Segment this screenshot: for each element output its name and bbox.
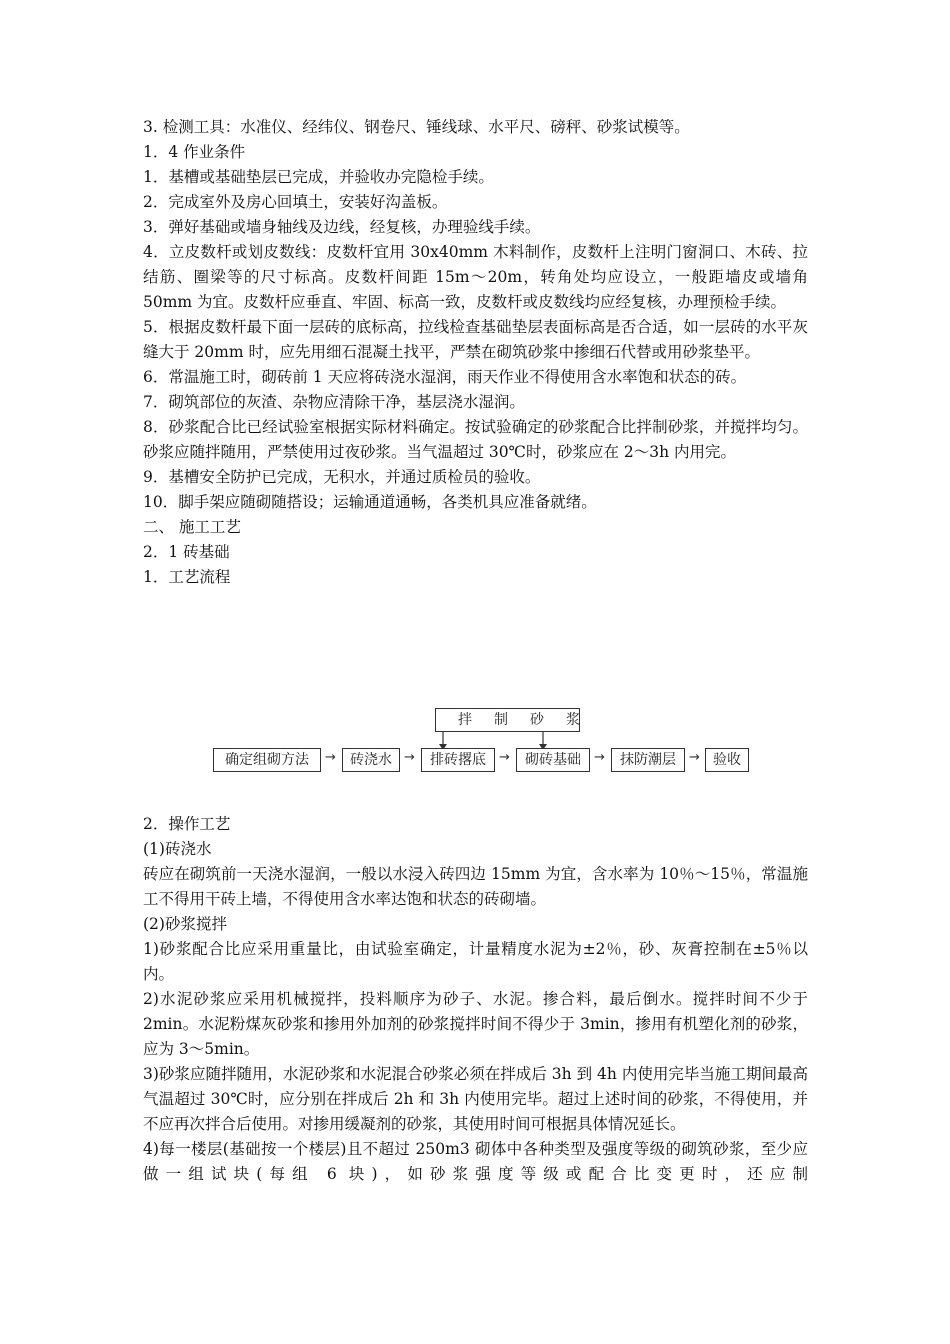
section-conditions bbox=[143, 115, 808, 590]
flow-arrow-icon: → bbox=[499, 750, 510, 765]
flow-step-box: 砖浇水 bbox=[342, 748, 400, 772]
paragraph: 1．4 作业条件 bbox=[143, 143, 246, 161]
flow-arrow-icon: → bbox=[594, 750, 605, 765]
flow-arrow-icon: → bbox=[325, 750, 336, 765]
flow-step-box: 砌砖基础 bbox=[516, 748, 590, 772]
section-heading: 二、 施工工艺 bbox=[143, 518, 241, 536]
paragraph: 3．弹好基础或墙身轴线及边线，经复核，办理验线手续。 bbox=[143, 218, 541, 236]
flow-step-box: 抹防潮层 bbox=[611, 748, 685, 772]
paragraph: 2．完成室外及房心回填土，安装好沟盖板。 bbox=[143, 193, 448, 211]
flow-step-box: 确定组砌方法 bbox=[213, 748, 321, 772]
subsection-heading: 2．1 砖基础 bbox=[143, 543, 230, 561]
subsection-heading: 1．工艺流程 bbox=[143, 568, 231, 586]
mix-mortar-box: 拌制砂浆 bbox=[435, 708, 580, 732]
subsection-heading: 2．操作工艺 bbox=[143, 815, 231, 833]
paragraph: 3)砂浆应随拌随用，水泥砂浆和水泥混合砂浆必须在拌成后 3h 到 4h 内使用完毕当施工期间最高气温超过 30℃时，应分别在拌成后 2h 和 3h 内使用完毕。超过上述时间的砂浆，不得使用，并不应再次拌合后使用。对掺用缓凝剂的砂浆，其使用时间可根据具体情况延长。 bbox=[143, 1065, 808, 1133]
flow-step-box: 验收 bbox=[705, 748, 749, 772]
flow-arrow-icon: → bbox=[689, 750, 700, 765]
flow-step-box: 排砖撂底 bbox=[421, 748, 495, 772]
paragraph: 8．砂浆配合比已经试验室根据实际材料确定。按试验确定的砂浆配合比拌制砂浆，并搅拌均匀。砂浆应随拌随用，严禁使用过夜砂浆。当气温超过 30℃时，砂浆应在 2～3h 内用完。 bbox=[143, 418, 808, 461]
paragraph: 4)每一楼层(基础按一个楼层)且不超过 250m3 砌体中各种类型及强度等级的砌筑砂浆，至少应做一组试块(每组 6 块)，如砂浆强度等级或配合比变更时，还应制 bbox=[143, 1140, 808, 1183]
item-heading: (1)砖浇水 bbox=[143, 840, 212, 858]
section-operations bbox=[143, 812, 808, 1187]
process-flowchart bbox=[205, 700, 765, 780]
paragraph: 2)水泥砂浆应采用机械搅拌，投料顺序为砂子、水泥。掺合料，最后倒水。搅拌时间不少于 2min。水泥粉煤灰砂浆和掺用外加剂的砂浆搅拌时间不得少于 3min，掺用有机塑化剂的砂浆，应为 3～5min。 bbox=[143, 990, 808, 1058]
paragraph: 1．基槽或基础垫层已完成，并验收办完隐检手续。 bbox=[143, 168, 494, 186]
item-heading: (2)砂浆搅拌 bbox=[143, 915, 227, 933]
paragraph: 9．基槽安全防护已完成，无积水，并通过质检员的验收。 bbox=[143, 468, 541, 486]
paragraph: 4．立皮数杆或划皮数线：皮数杆宜用 30x40mm 木料制作，皮数杆上注明门窗洞口、木砖、拉结筋、圈梁等的尺寸标高。皮数杆间距 15m～20m，转角处均应设立，一般距墙皮或墙角 50mm 为宜。皮数杆应垂直、牢固、标高一致，皮数杆或皮数线均应经复核，办理预检手续。 bbox=[143, 243, 808, 311]
paragraph: 3. 检测工具：水准仪、经纬仪、钢卷尺、锤线球、水平尺、磅秤、砂浆试模等。 bbox=[143, 118, 690, 136]
paragraph: 1)砂浆配合比应采用重量比，由试验室确定，计量精度水泥为±2％，砂、灰膏控制在±5％以内。 bbox=[143, 940, 808, 983]
flow-arrow-icon: → bbox=[404, 750, 415, 765]
paragraph: 5．根据皮数杆最下面一层砖的底标高，拉线检查基础垫层表面标高是否合适，如一层砖的水平灰缝大于 20mm 时，应先用细石混凝土找平，严禁在砌筑砂浆中掺细石代替或用砂浆垫平。 bbox=[143, 318, 808, 361]
paragraph: 10．脚手架应随砌随搭设；运输通道通畅，各类机具应准备就绪。 bbox=[143, 493, 597, 511]
paragraph: 6．常温施工时，砌砖前 1 天应将砖浇水湿润，雨天作业不得使用含水率饱和状态的砖。 bbox=[143, 368, 747, 386]
paragraph: 7．砌筑部位的灰渣、杂物应清除干净，基层浇水湿润。 bbox=[143, 393, 525, 411]
paragraph: 砖应在砌筑前一天浇水湿润，一般以水浸入砖四边 15mm 为宜，含水率为 10％～15％，常温施工不得用干砖上墙，不得使用含水率达饱和状态的砖砌墙。 bbox=[143, 865, 808, 908]
